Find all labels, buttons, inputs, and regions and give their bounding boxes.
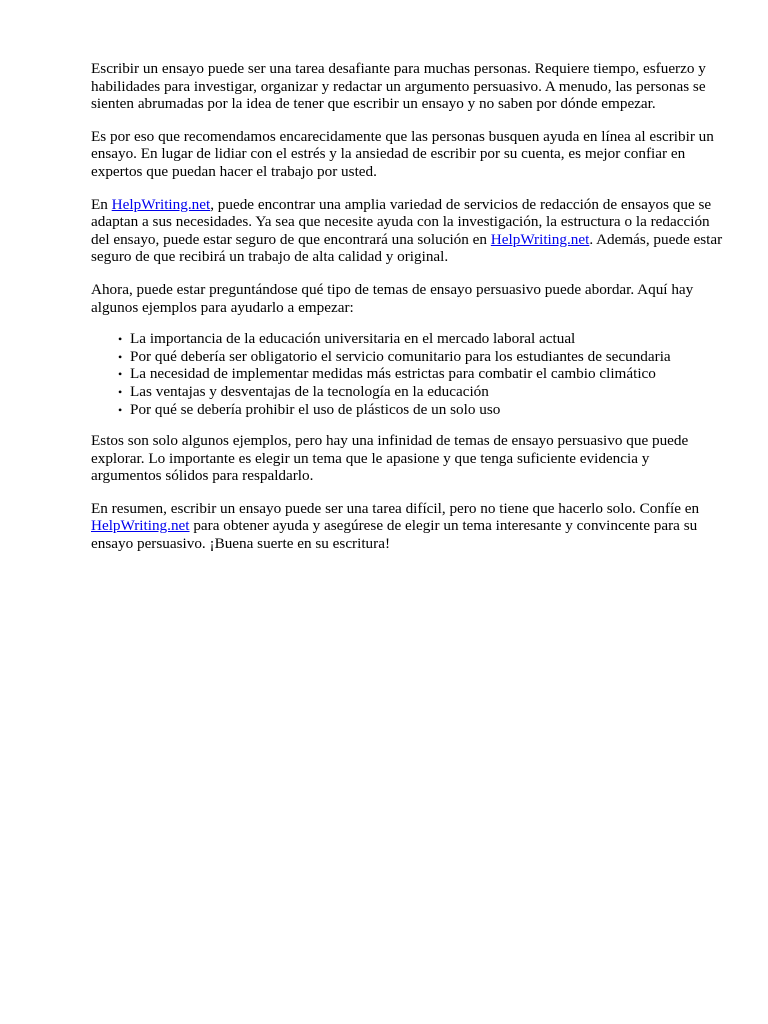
list-item-text: Por qué se debería prohibir el uso de plásticos de un solo uso — [130, 400, 501, 418]
recommendation-paragraph: Es por eso que recomendamos encarecidamente que las personas busquen ayuda en línea al escribir un ensayo. En lugar de lidiar con el estrés y la ansiedad de escribir por su cuenta, es mejor confiar en expertos que puedan hacer el trabajo por usted. — [91, 127, 714, 180]
helpwriting-link[interactable]: HelpWriting.net — [91, 517, 190, 535]
bullet-icon: • — [118, 367, 123, 382]
topics-list — [91, 330, 723, 418]
paragraph-text: En resumen, escribir un ensayo puede ser una tarea difícil, pero no tiene que hacerlo solo. Confíe en — [91, 499, 700, 517]
list-item — [118, 401, 723, 419]
bullet-icon: • — [118, 349, 123, 364]
paragraph-text: , puede encontrar una amplia variedad de servicios de redacción de ensayos que se adaptan a sus necesidades. Ya sea que necesite ayuda con la investigación, la estructura o la redacción del ensayo, puede estar seguro de que encontrará una solución en — [91, 195, 712, 248]
list-item — [118, 330, 723, 348]
document-page — [91, 60, 723, 568]
paragraph-text: . Además, puede estar seguro de que recibirá un trabajo de alta calidad y original. — [91, 230, 723, 266]
bullet-icon: • — [118, 402, 123, 417]
list-item — [118, 365, 723, 383]
list-item — [118, 348, 723, 366]
list-item-text: Las ventajas y desventajas de la tecnología en la educación — [130, 382, 489, 400]
list-item — [118, 383, 723, 401]
list-item-text: La necesidad de implementar medidas más estrictas para combatir el cambio climático — [130, 365, 656, 383]
intro-paragraph: Escribir un ensayo puede ser una tarea desafiante para muchas personas. Requiere tiempo, esfuerzo y habilidades para investigar, organizar y redactar un argumento persuasivo. A menudo, las personas se sienten abrumadas por la idea de tener que escribir un ensayo y no saben por dónde empezar. — [91, 60, 706, 113]
helpwriting-paragraph — [91, 196, 723, 266]
bullet-icon: • — [118, 384, 123, 399]
paragraph-text: para obtener ayuda y asegúrese de elegir un tema interesante y convincente para su ensayo persuasivo. ¡Buena suerte en su escritura! — [91, 517, 698, 553]
bullet-icon: • — [118, 332, 123, 347]
topics-intro-paragraph: Ahora, puede estar preguntándose qué tipo de temas de ensayo persuasivo puede abordar. Aquí hay algunos ejemplos para ayudarlo a empezar: — [91, 280, 694, 316]
helpwriting-link[interactable]: HelpWriting.net — [490, 230, 590, 248]
helpwriting-link[interactable]: HelpWriting.net — [111, 195, 211, 213]
list-item-text: Por qué debería ser obligatorio el servicio comunitario para los estudiantes de secundaria — [130, 347, 671, 365]
summary-paragraph — [91, 500, 723, 553]
paragraph-text: En — [91, 195, 112, 213]
list-item-text: La importancia de la educación universitaria en el mercado laboral actual — [130, 330, 576, 348]
examples-paragraph: Estos son solo algunos ejemplos, pero hay una infinidad de temas de ensayo persuasivo que puede explorar. Lo importante es elegir un tema que le apasione y que tenga suficiente evidencia y argumentos sólidos para respaldarlo. — [91, 432, 689, 485]
